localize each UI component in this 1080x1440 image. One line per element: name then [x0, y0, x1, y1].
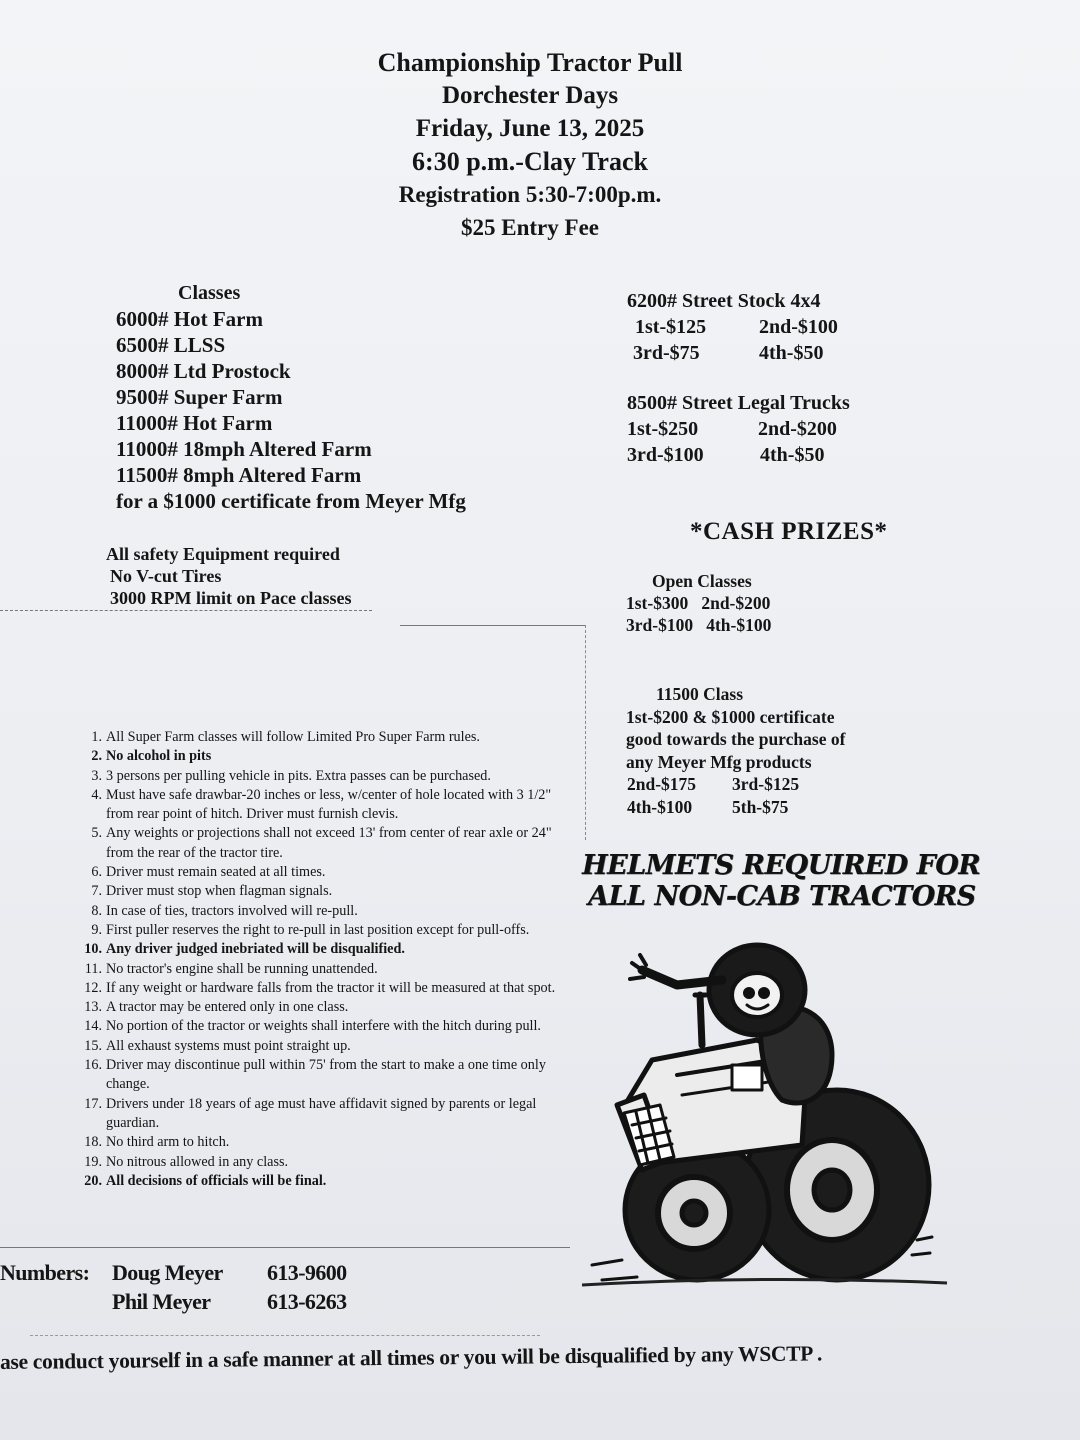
prize-item: 5th-$75: [732, 796, 789, 817]
cash-prizes-heading: *CASH PRIZES*: [690, 518, 888, 545]
class-item: 11000# Hot Farm: [116, 411, 273, 435]
class-11500-prizes: [626, 683, 845, 818]
separator-line: [0, 1247, 570, 1248]
rules-list: [80, 728, 580, 1191]
prize-item: 2nd-$100: [759, 316, 838, 338]
rule-item: 19. No nitrous allowed in any class.: [84, 1153, 289, 1170]
class-certificate-note: for a $1000 certificate from Meyer Mfg: [116, 489, 466, 513]
entry-fee: $25 Entry Fee: [461, 215, 599, 240]
rule-item: 3. 3 persons per pulling vehicle in pits. Extra passes can be purchased.: [91, 767, 491, 784]
prize-line: 1st-$200 & $1000 certificate: [626, 706, 835, 727]
prize-item: 2nd-$200: [758, 418, 837, 440]
helmets-line: ALL NON-CAB TRACTORS: [588, 881, 976, 912]
rule-item: 13. A tractor may be entered only in one class.: [84, 999, 349, 1016]
class-item: 11500# 8mph Altered Farm: [116, 463, 362, 487]
class-item: 6500# LLSS: [116, 333, 226, 357]
rule-item: 14. No portion of the tractor or weights shall interfere with the hitch during pull.: [84, 1018, 541, 1035]
rule-item: 12. If any weight or hardware falls from the tractor it will be measured at that spot.: [84, 979, 556, 996]
prize-line: good towards the purchase of: [626, 729, 846, 749]
contact-phone: 613-6263: [267, 1289, 347, 1314]
safety-requirements: [106, 543, 351, 609]
rule-item: 18. No third arm to hitch.: [84, 1134, 230, 1151]
rule-item: 15. All exhaust systems must point straight up.: [84, 1037, 351, 1054]
safety-item: All safety Equipment required: [106, 544, 340, 564]
helmets-notice: [582, 850, 980, 912]
prize-item: 3rd-$100: [627, 444, 704, 466]
rule-item: 4. Must have safe drawbar-20 inches or less, w/center of hole located with 3 1/2" from rear point of hitch. Driver must furnish clevis.: [91, 786, 552, 823]
flyer-header: [0, 46, 1060, 244]
open-classes-prizes: [626, 570, 771, 636]
separator-line: [0, 610, 372, 611]
rule-item: 5. Any weights or projections shall not exceed 13' from center of rear axle or 24" from the rear of the tractor tire.: [91, 825, 552, 861]
rule-item: 9. First puller reserves the right to re-pull in last position except for pull-offs.: [91, 921, 530, 938]
numbers-label: Numbers:: [0, 1260, 90, 1285]
registration-time: Registration 5:30-7:00p.m.: [398, 182, 662, 207]
separator-line: [400, 625, 585, 626]
separator-line: [585, 625, 586, 840]
rule-item: 16. Driver may discontinue pull within 75' from the start to make a one time only change.: [84, 1057, 546, 1093]
class-item: 6000# Hot Farm: [116, 307, 263, 331]
contact-numbers: [0, 1258, 347, 1316]
class-item: 11000# 18mph Altered Farm: [116, 437, 372, 461]
class-item: 9500# Super Farm: [116, 385, 283, 409]
rule-item: 10. Any driver judged inebriated will be disqualified.: [84, 941, 405, 958]
event-name: Dorchester Days: [441, 82, 619, 109]
rule-item: 6. Driver must remain seated at all times.: [91, 864, 326, 881]
rule-item: 17. Drivers under 18 years of age must have affidavit signed by parents or legal guardian.: [84, 1095, 537, 1131]
rule-item: 20. All decisions of officials will be final.: [84, 1172, 327, 1189]
prize-item: 1st-$125: [635, 316, 707, 338]
rule-item: 1. All Super Farm classes will follow Limited Pro Super Farm rules.: [91, 729, 480, 745]
contact-name: Doug Meyer: [112, 1260, 223, 1285]
prize-row: 1st-$300 2nd-$200: [626, 593, 771, 613]
street-legal-prizes: [627, 390, 850, 468]
rule-item: 11. No tractor's engine shall be running unattended.: [84, 960, 378, 977]
prize-item: 4th-$50: [760, 444, 825, 466]
open-classes-title: Open Classes: [652, 571, 752, 591]
event-time-place: 6:30 p.m.-Clay Track: [412, 147, 648, 176]
prize-item: 2nd-$175: [627, 774, 697, 794]
class-11500-title: 11500 Class: [656, 684, 744, 704]
classes-title: Classes: [178, 282, 241, 304]
rule-item: 8. In case of ties, tractors involved will re-pull.: [91, 902, 358, 919]
prize-item: 3rd-$75: [633, 342, 700, 364]
street-stock-prizes: [627, 288, 838, 366]
class-item: 8000# Ltd Prostock: [116, 359, 291, 383]
tractor-cartoon-illustration: [582, 935, 952, 1295]
rule-item: 7. Driver must stop when flagman signals.: [91, 883, 333, 900]
footer-conduct-notice: ase conduct yourself in a safe manner at all times or you will be disqualified by any WSCTP .: [0, 1341, 823, 1374]
street-stock-title: 6200# Street Stock 4x4: [627, 290, 821, 312]
event-date: Friday, June 13, 2025: [415, 115, 645, 142]
helmets-line: HELMETS REQUIRED FOR: [582, 850, 981, 881]
rule-item: 2. No alcohol in pits: [91, 748, 212, 765]
safety-item: 3000 RPM limit on Pace classes: [110, 588, 352, 608]
street-legal-title: 8500# Street Legal Trucks: [627, 392, 850, 414]
prize-item: 4th-$50: [759, 342, 824, 364]
contact-name: Phil Meyer: [112, 1289, 211, 1314]
prize-line: any Meyer Mfg products: [626, 751, 812, 772]
prize-row: 3rd-$100 4th-$100: [626, 615, 772, 635]
flyer-title: Championship Tractor Pull: [377, 48, 683, 77]
separator-line: [30, 1335, 540, 1336]
prize-item: 4th-$100: [627, 796, 693, 817]
classes-section: [116, 280, 466, 514]
safety-item: No V-cut Tires: [110, 566, 222, 586]
prize-item: 3rd-$125: [732, 774, 800, 794]
contact-phone: 613-9600: [267, 1260, 347, 1285]
prize-item: 1st-$250: [627, 418, 699, 440]
